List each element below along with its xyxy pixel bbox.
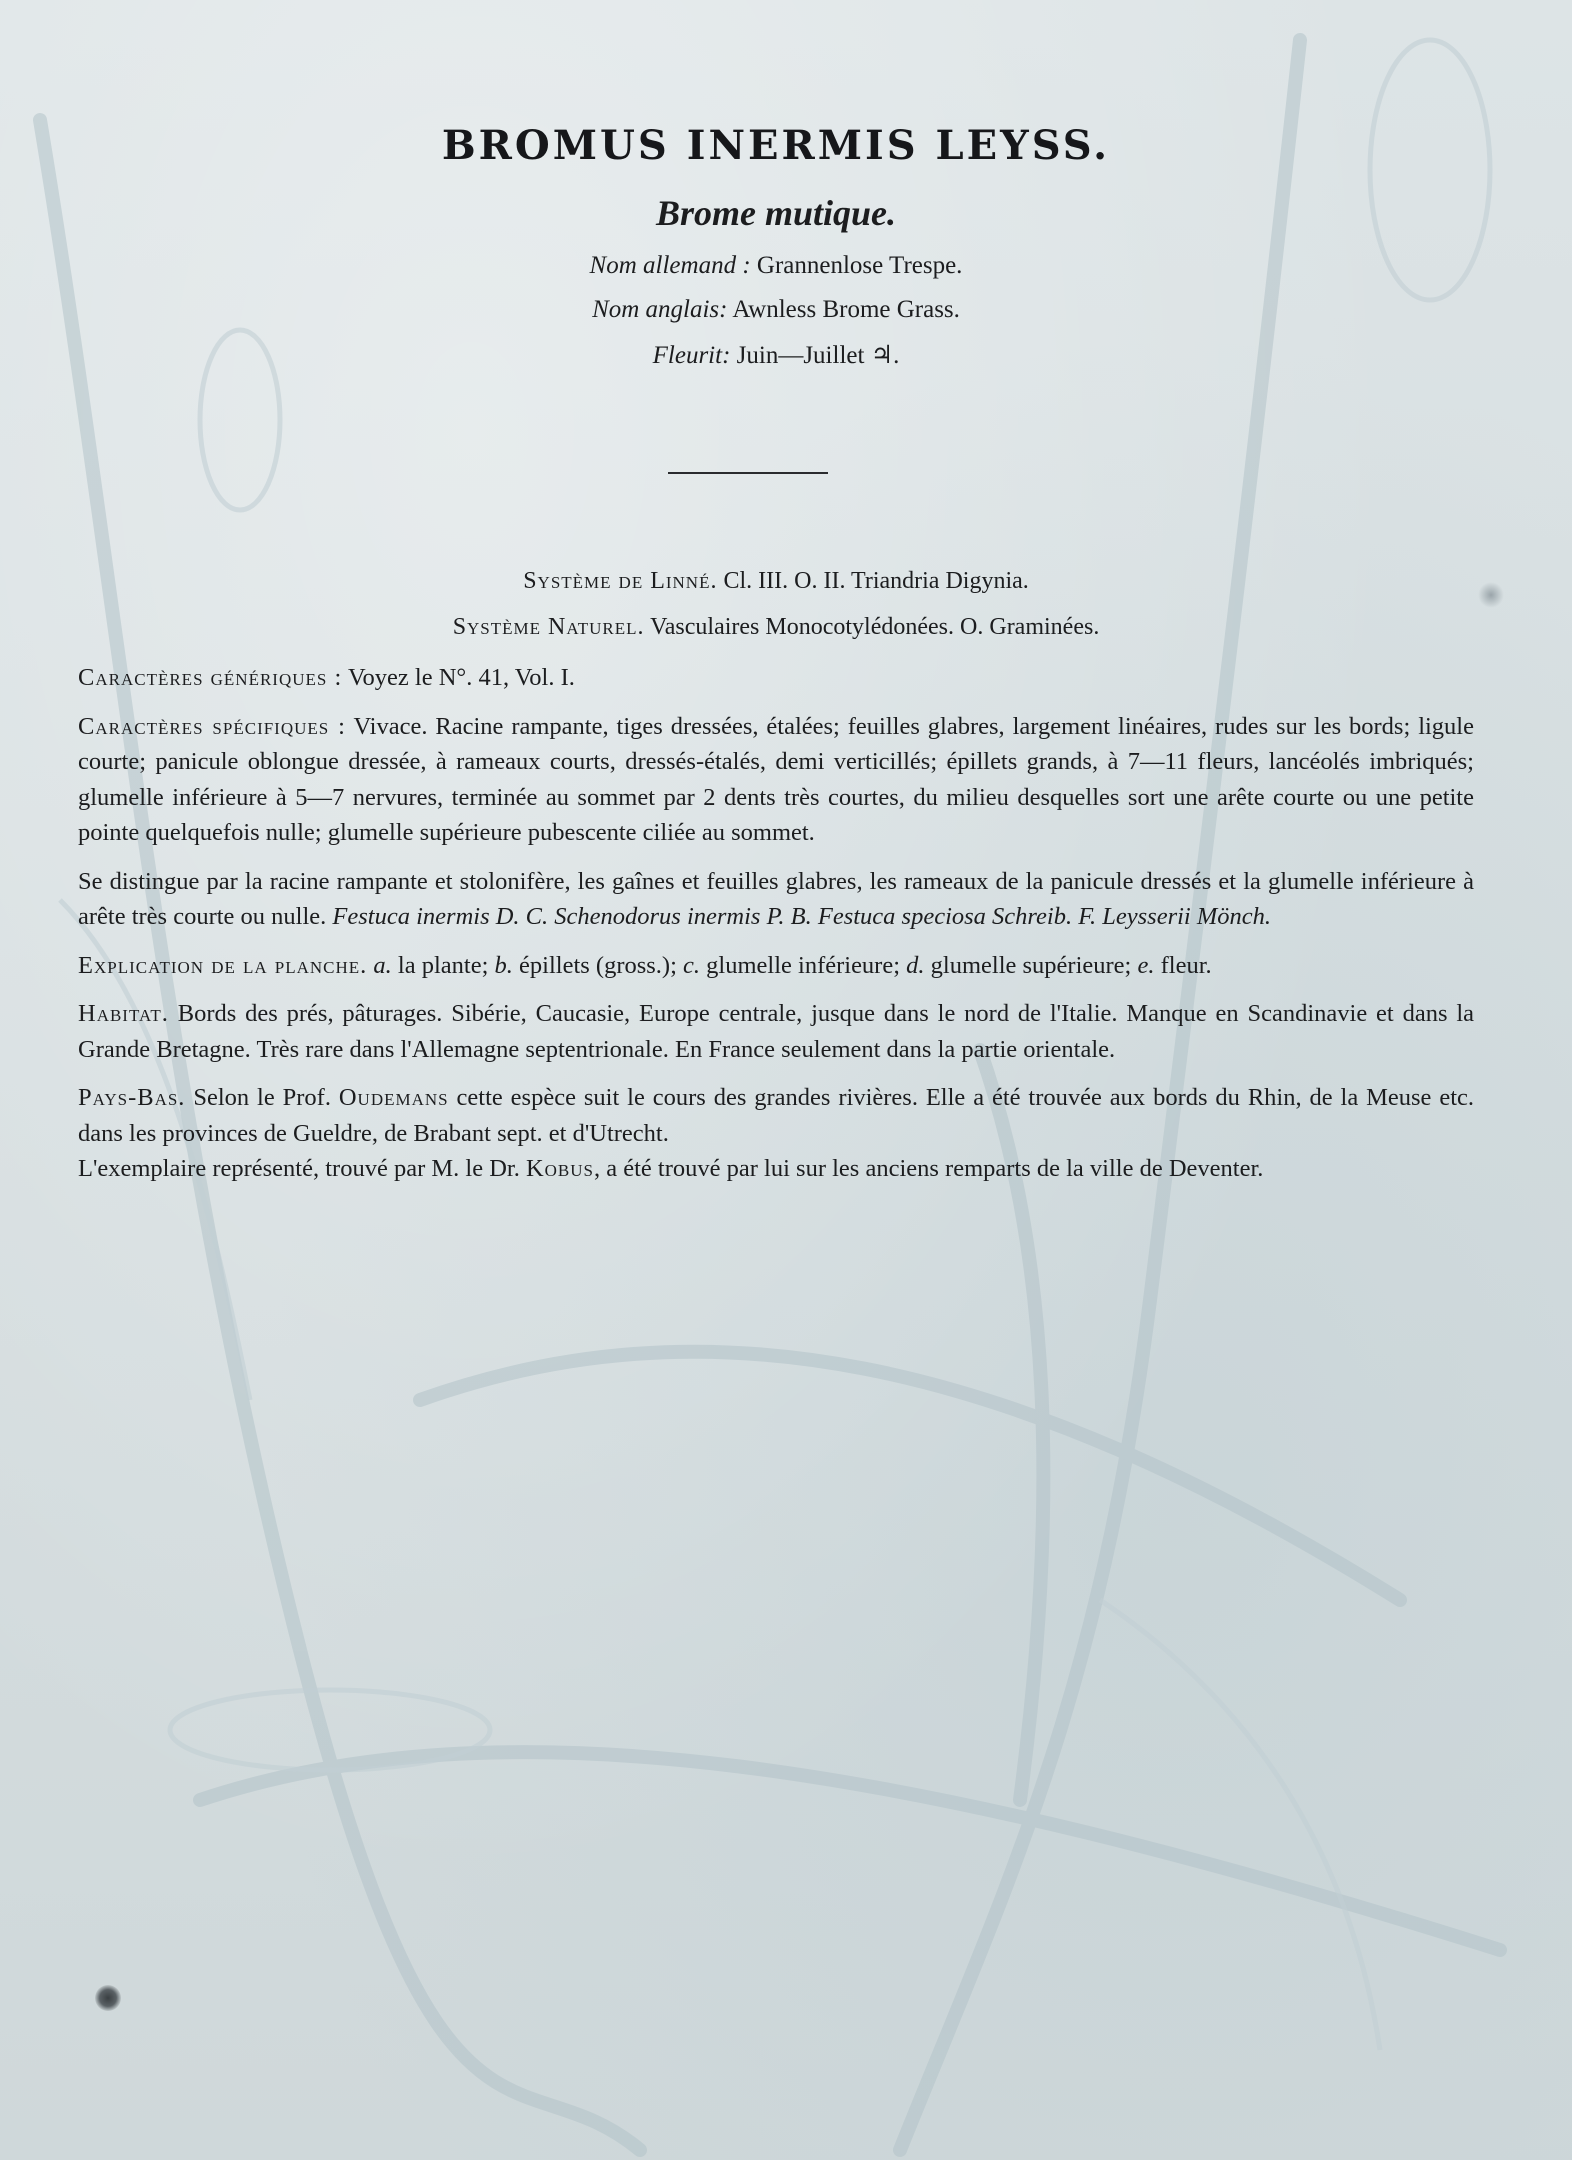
section-label: Système de Linné. xyxy=(523,568,718,594)
section-label: Système Naturel. xyxy=(452,614,645,640)
meta-label: Nom anglais: xyxy=(592,296,728,323)
legend-text: la plante; xyxy=(397,951,489,979)
section-value: Bords des prés, pâturages. Sibérie, Caucasie, Europe centrale, jusque dans le nord de l'Italie. Manque en Scandinavie et dans la Grande Bretagne. Très rare dans l'Allemagne septentrionale. En France seulement dans la partie orientale. xyxy=(78,1000,1475,1063)
legend-text: fleur. xyxy=(1160,951,1212,979)
ink-stain xyxy=(95,1985,121,2011)
legend-item xyxy=(495,952,677,979)
page-title: BROMUS INERMIS LEYSS. xyxy=(441,122,1111,169)
synonyms-text: Festuca inermis D. C. Schenodorus inermis P. B. Festuca speciosa Schreib. F. Leysserii Mönch. xyxy=(332,903,1272,930)
exemplaire-paragraph xyxy=(78,1151,1474,1187)
section-label: Explication de la planche. xyxy=(78,951,368,979)
meta-label: Fleurit: xyxy=(652,342,731,369)
section-divider xyxy=(668,472,828,474)
section-label: Pays-Bas. xyxy=(78,1084,186,1111)
section-label: Caractères génériques : xyxy=(78,664,343,691)
section-label: Caractères spécifiques : xyxy=(78,712,346,740)
meta-value: Juin—Juillet ♃. xyxy=(736,342,900,369)
legend-text: glumelle supérieure; xyxy=(930,951,1132,979)
body-text xyxy=(78,660,1474,1200)
meta-nom-allemand xyxy=(78,252,1474,280)
legend-item xyxy=(1137,952,1211,979)
section-value: Vivace. Racine rampante, tiges dressées, étalées; feuilles glabres, largement linéaires, rudes sur les bords; ligule courte; panicule oblongue dressée, à rameaux courts, dressés-étalés, demi verticillés; épillets grands, à 7—11 fleurs, lancéolés imbriqués; glumelle inférieure à 5—7 nervures, terminée au sommet par 2 dents très courtes, du milieu desquelles sort une arête courte ou une petite pointe quelquefois nulle; glumelle supérieure pubescente ciliée au sommet. xyxy=(78,712,1474,846)
legend-text: épillets (gross.); xyxy=(519,951,677,979)
legend-text: glumelle inférieure; xyxy=(706,951,901,979)
distinction-text: Se distingue par la racine rampante et stolonifère, les gaînes et feuilles glabres, les rameaux de la panicule dressés et la glumelle inférieure à arête très courte ou nulle. xyxy=(78,867,1474,930)
meta-value: Grannenlose Trespe. xyxy=(756,252,963,279)
explication-paragraph xyxy=(78,948,1474,984)
legend-item xyxy=(373,952,488,979)
legend-item xyxy=(906,952,1131,979)
legend-key: d. xyxy=(906,951,925,979)
legend-item xyxy=(683,952,900,979)
ink-stain xyxy=(1478,582,1504,608)
pays-bas-paragraph xyxy=(78,1080,1474,1151)
caracteres-generiques-paragraph xyxy=(78,660,1474,696)
systeme-naturel-line xyxy=(78,614,1474,641)
person-name: Oudemans xyxy=(338,1084,449,1111)
legend-key: a. xyxy=(373,951,392,979)
meta-value: Awnless Brome Grass. xyxy=(732,296,960,323)
legend-key: b. xyxy=(494,951,513,979)
section-value: Cl. III. O. II. Triandria Digynia. xyxy=(723,568,1029,594)
legend-key: c. xyxy=(683,951,701,979)
page-subtitle: Brome mutique. xyxy=(655,193,897,233)
section-value: Vasculaires Monocotylédonées. O. Graminées. xyxy=(650,614,1100,640)
pays-bas-post: cette espèce suit le cours des grandes rivières. Elle a été trouvée aux bords du Rhin, de la Meuse etc. dans les provinces de Gueldre, de Brabant sept. et d'Utrecht. xyxy=(78,1084,1474,1147)
distinction-paragraph xyxy=(78,864,1474,935)
legend-key: e. xyxy=(1137,951,1155,979)
habitat-paragraph xyxy=(78,996,1474,1067)
person-name: Kobus xyxy=(525,1155,594,1182)
pays-bas-pre: Selon le Prof. xyxy=(193,1084,331,1111)
systeme-linne-line xyxy=(78,568,1474,595)
meta-fleurit xyxy=(78,340,1474,370)
caracteres-specifiques-paragraph xyxy=(78,709,1474,851)
section-value: Voyez le N°. 41, Vol. I. xyxy=(347,664,575,691)
exemplaire-pre: L'exemplaire représenté, trouvé par M. le Dr. xyxy=(78,1155,520,1182)
meta-nom-anglais xyxy=(78,296,1474,324)
section-label: Habitat. xyxy=(78,1000,169,1027)
exemplaire-post: , a été trouvé par lui sur les anciens remparts de la ville de Deventer. xyxy=(594,1155,1264,1182)
meta-label: Nom allemand : xyxy=(589,252,751,279)
